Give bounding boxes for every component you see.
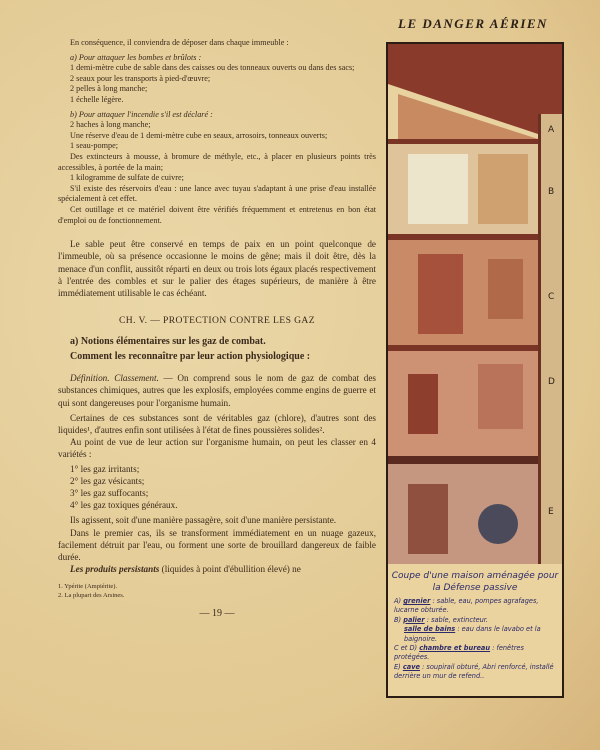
- house-drawing: [388, 44, 562, 564]
- definition-lead: Définition. Classement.: [70, 373, 159, 384]
- definition-paragraph: [58, 372, 376, 409]
- legend-item: salle de bains : eau dans le lavabo et la baignoire.: [404, 625, 541, 643]
- section-a-label: a) Pour attaquer les bombes et brûlots :: [70, 52, 202, 62]
- page-number: — 19 —: [199, 608, 235, 620]
- chapter-title: CH. V. — PROTECTION CONTRE LES GAZ: [118, 315, 316, 327]
- caption-title: Coupe d'une maison aménagée pour la Défense passive: [391, 571, 559, 593]
- sand-paragraph: Le sable peut être conservé en temps de paix en un point quelconque de l'immeuble, où sa présence occasionne le moins de gêne; mais il doit être, dès la menace d'un conflit, aussitôt réparti en deux ou trois lots égaux placés respectivement à l'entrée des combles et sur le palier des étages supérieurs, de manière à être immédiatement utilisable le cas échéant.: [58, 239, 376, 298]
- list-item: 2 pelles à long manche;: [70, 84, 148, 94]
- list-item: 1 seau-pompe;: [70, 141, 118, 151]
- house-cross-section-illustration: [386, 42, 564, 698]
- paragraph: Au point de vue de leur action sur l'organisme humain, on peut les classer en 4 variétés :: [58, 437, 376, 460]
- list-item: 1 kilogramme de sulfate de cuivre;: [70, 173, 184, 183]
- footnote: 2. La plupart des Arsines.: [58, 591, 125, 599]
- list-item: Cet outillage et ce matériel doivent être vérifiés fréquemment et entretenus en bon état d'emploi ou de fonctionnement.: [58, 204, 376, 225]
- variety-item: 1° les gaz irritants;: [70, 463, 140, 474]
- sand-paragraph-block: [58, 238, 376, 299]
- floor-label-a: A: [548, 125, 555, 135]
- paragraph: Certaines de ces substances sont de véritables gaz (chlore), d'autres sont des liquides¹, d'autres enfin sont utilisées à l'état de fines poussières solides².: [58, 412, 376, 435]
- list-item: 1 demi-mètre cube de sable dans des caisses ou des tonneaux ouverts ou dans des sacs;: [70, 63, 355, 73]
- caption-legend: [388, 594, 562, 682]
- list-item: 2 haches à long manche;: [70, 120, 151, 130]
- variety-item: 2° les gaz vésicants;: [70, 475, 145, 486]
- heading-physiologique: Comment les reconnaître par leur action physiologique :: [70, 351, 311, 363]
- gas-text: [58, 372, 376, 575]
- variety-item: 4° les gaz toxiques généraux.: [70, 500, 178, 511]
- list-item: Une réserve d'eau de 1 demi-mètre cube en seaux, arrosoirs, tonneaux ouverts;: [70, 130, 328, 140]
- running-head: LE DANGER AÉRIEN: [398, 16, 548, 31]
- paragraph: [58, 563, 376, 575]
- footnotes: [58, 583, 376, 600]
- legend-item: B) palier : sable, extincteur.: [394, 615, 489, 624]
- list-item: 2 seaux pour les transports à pied-d'œuvre;: [70, 73, 211, 83]
- intro: En conséquence, il conviendra de déposer dans chaque immeuble :: [70, 38, 289, 47]
- definition-text: — On comprend sous le nom de gaz de combat des substances chimiques, autres que les explosifs, employées comme engins de guerre et qui sont dangereuses pour l'organisme humain.: [58, 373, 376, 408]
- list-item: Des extincteurs à mousse, à bromure de méthyle, etc., à placer en plusieurs points très accessibles, à portée de la main;: [58, 151, 376, 172]
- legend-item: E) cave : soupirail obturé, Abri renforcé, installé derrière un mur de refend..: [394, 662, 554, 681]
- section-heading: [58, 334, 376, 364]
- section-b-label: b) Pour attaquer l'incendie s'il est déclaré :: [70, 109, 213, 119]
- text-column: [58, 38, 376, 619]
- floor-label-e: E: [548, 507, 554, 517]
- illustration-caption: [388, 566, 562, 682]
- legend-item: A) grenier : sable, eau, pompes agrafages, lucarne obturée.: [394, 597, 539, 615]
- paragraph: Ils agissent, soit d'une manière passagère, soit d'une manière persistante.: [70, 515, 337, 526]
- list-item: S'il existe des réservoirs d'eau : une lance avec tuyau s'adaptant à une prise d'eau installée spécialement à cet effet.: [58, 183, 376, 204]
- footnote: 1. Ypérite (Ampiérite).: [58, 583, 118, 591]
- equipment-list: [58, 38, 376, 226]
- persistants-text: (liquides à point d'ébullition élevé) ne: [159, 564, 301, 575]
- list-item: 1 échelle légère.: [70, 94, 124, 104]
- heading-notions: a) Notions élémentaires sur les gaz de combat.: [70, 336, 266, 348]
- floor-label-b: B: [548, 187, 555, 197]
- legend-item: C et D) chambre et bureau : fenêtres protégées.: [394, 644, 524, 662]
- paragraph: Dans le premier cas, ils se transforment immédiatement en un nuage gazeux, facilement détruit par l'eau, ou forment une sorte de brouillard dangereux de faible durée.: [58, 527, 376, 562]
- variety-item: 3° les gaz suffocants;: [70, 487, 149, 498]
- persistants-lead: Les produits persistants: [70, 564, 160, 575]
- floor-label-c: C: [548, 292, 555, 302]
- floor-label-d: D: [548, 377, 555, 387]
